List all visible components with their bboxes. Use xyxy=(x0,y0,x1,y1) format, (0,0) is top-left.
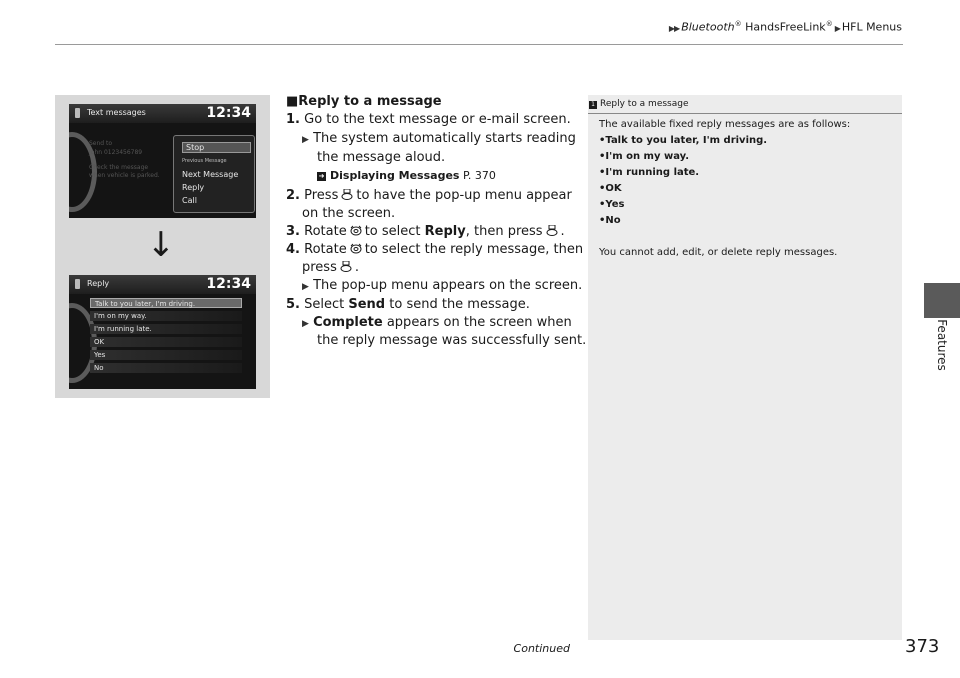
reply-item: OK xyxy=(90,337,242,347)
step-text: to send the message. xyxy=(389,297,530,312)
popup-item-stop: Stop xyxy=(182,142,251,153)
faded-text: Check the message xyxy=(89,164,149,171)
bullet-icon: • xyxy=(599,167,606,178)
breadcrumb-bluetooth: Bluetooth xyxy=(681,20,735,34)
cross-reference xyxy=(317,168,496,184)
registered-mark: ® xyxy=(825,20,833,28)
popup-item-call: Call xyxy=(182,196,197,205)
step-text: press xyxy=(302,260,337,275)
step-5 xyxy=(286,297,530,313)
step-1-result-cont: the message aloud. xyxy=(317,150,446,165)
reference-link[interactable]: Displaying Messages xyxy=(330,169,460,182)
step-text: appears on the screen when xyxy=(386,315,572,330)
step-5-result xyxy=(302,315,572,332)
step-text: to select xyxy=(364,224,421,239)
popup-item-next: Next Message xyxy=(182,170,239,179)
note-item: •I'm running late. xyxy=(599,167,700,178)
continued-label: Continued xyxy=(513,642,570,655)
step-2-cont: on the screen. xyxy=(302,206,396,221)
screen-title-bar xyxy=(69,275,256,294)
phone-icon xyxy=(75,108,80,118)
step-number: 5. xyxy=(286,297,300,312)
bullet-icon: • xyxy=(599,183,606,194)
bullet-icon: • xyxy=(599,135,606,146)
result-arrow-icon: ▶ xyxy=(302,135,309,145)
reply-item: Talk to you later, I'm driving. xyxy=(90,298,242,308)
note-item: •Talk to you later, I'm driving. xyxy=(599,135,768,146)
popup-item-reply: Reply xyxy=(182,183,205,192)
step-text: Press xyxy=(304,188,339,203)
heading-text: Reply to a message xyxy=(298,94,442,109)
screen-clock: 12:34 xyxy=(206,276,251,292)
reply-item: I'm running late. xyxy=(90,324,242,334)
page-number: 373 xyxy=(905,636,940,657)
popup-menu xyxy=(173,135,255,213)
breadcrumb-arrow-icon: ▶▶ xyxy=(668,23,680,33)
note-index-icon: 1 xyxy=(589,101,597,109)
note-intro: The available fixed reply messages are as follows: xyxy=(599,119,851,130)
reply-item: Yes xyxy=(90,350,242,360)
note-box xyxy=(588,95,902,640)
step-number: 4. xyxy=(286,242,300,257)
step-4 xyxy=(286,242,583,258)
result-arrow-icon: ▶ xyxy=(302,319,309,329)
registered-mark: ® xyxy=(734,20,742,28)
breadcrumb-hfl-menus: HFL Menus xyxy=(841,20,902,34)
menu-term-send: Send xyxy=(348,297,386,312)
heading-square-icon: ■ xyxy=(286,94,299,109)
step-1 xyxy=(286,112,571,128)
screen-title: Reply xyxy=(87,279,110,288)
breadcrumb-arrow-icon: ▶ xyxy=(834,23,840,33)
running-header xyxy=(440,20,902,38)
note-item: •No xyxy=(599,215,621,226)
instructions xyxy=(286,94,586,354)
reply-item: I'm on my way. xyxy=(90,311,242,321)
breadcrumb-handsfreelink: HandsFreeLink xyxy=(741,20,826,34)
note-outro: You cannot add, edit, or delete reply messages. xyxy=(599,247,838,258)
result-arrow-icon: ▶ xyxy=(302,282,309,292)
step-number: 2. xyxy=(286,188,300,203)
step-text: Rotate xyxy=(304,224,347,239)
step-text: Go to the text message or e-mail screen. xyxy=(304,112,571,127)
section-tab-label: Features xyxy=(935,319,949,371)
menu-term-complete: Complete xyxy=(313,315,383,330)
note-item: •Yes xyxy=(599,199,625,210)
section-heading xyxy=(286,94,442,110)
reference-arrow-icon: ➜ xyxy=(318,172,325,180)
header-rule xyxy=(55,44,903,45)
selector-press-icon xyxy=(546,225,558,236)
step-2 xyxy=(286,188,572,204)
phone-icon xyxy=(75,279,80,289)
popup-item-previous: Previous Message xyxy=(182,158,227,164)
step-4-result xyxy=(302,278,582,295)
reply-item: No xyxy=(90,363,242,373)
step-text: Rotate xyxy=(304,242,347,257)
step-4-cont: press . xyxy=(302,260,359,275)
step-1-result xyxy=(302,131,576,148)
step-text: The pop-up menu appears on the screen. xyxy=(313,278,583,293)
selector-press-icon xyxy=(340,261,352,272)
text-messages-screen xyxy=(69,104,256,218)
bullet-icon: • xyxy=(599,199,606,210)
faded-text: John 0123456789 xyxy=(89,149,143,156)
step-5-result-cont: the reply message was successfully sent. xyxy=(317,333,587,348)
note-header xyxy=(588,95,902,114)
reference-page: P. 370 xyxy=(459,169,496,182)
note-title: Reply to a message xyxy=(600,99,689,109)
faded-text: when vehicle is parked. xyxy=(89,172,160,179)
screen-title-bar xyxy=(69,104,256,123)
bullet-icon: • xyxy=(599,151,606,162)
step-text: , then press xyxy=(465,224,543,239)
note-item: •I'm on my way. xyxy=(599,151,690,162)
selector-rotate-icon xyxy=(350,243,362,254)
step-number: 3. xyxy=(286,224,300,239)
reply-screen xyxy=(69,275,256,389)
screen-clock: 12:34 xyxy=(206,105,251,121)
step-text: to select the reply message, then xyxy=(364,242,584,257)
screen-title: Text messages xyxy=(87,108,146,117)
bullet-icon: • xyxy=(599,215,606,226)
step-text: Select xyxy=(304,297,345,312)
menu-term-reply: Reply xyxy=(424,224,466,239)
down-arrow-icon: ↓ xyxy=(146,225,176,265)
step-3: 3. Rotate to select Reply, then press . xyxy=(286,224,565,239)
step-text: to have the pop-up menu appear xyxy=(356,188,572,203)
selector-press-icon xyxy=(341,189,353,200)
step-text: The system automatically starts reading xyxy=(313,131,576,146)
step-number: 1. xyxy=(286,112,300,127)
selector-rotate-icon xyxy=(350,225,362,236)
note-item: •OK xyxy=(599,183,622,194)
faded-text: Send to xyxy=(89,140,113,147)
screenshot-panel xyxy=(55,95,270,398)
